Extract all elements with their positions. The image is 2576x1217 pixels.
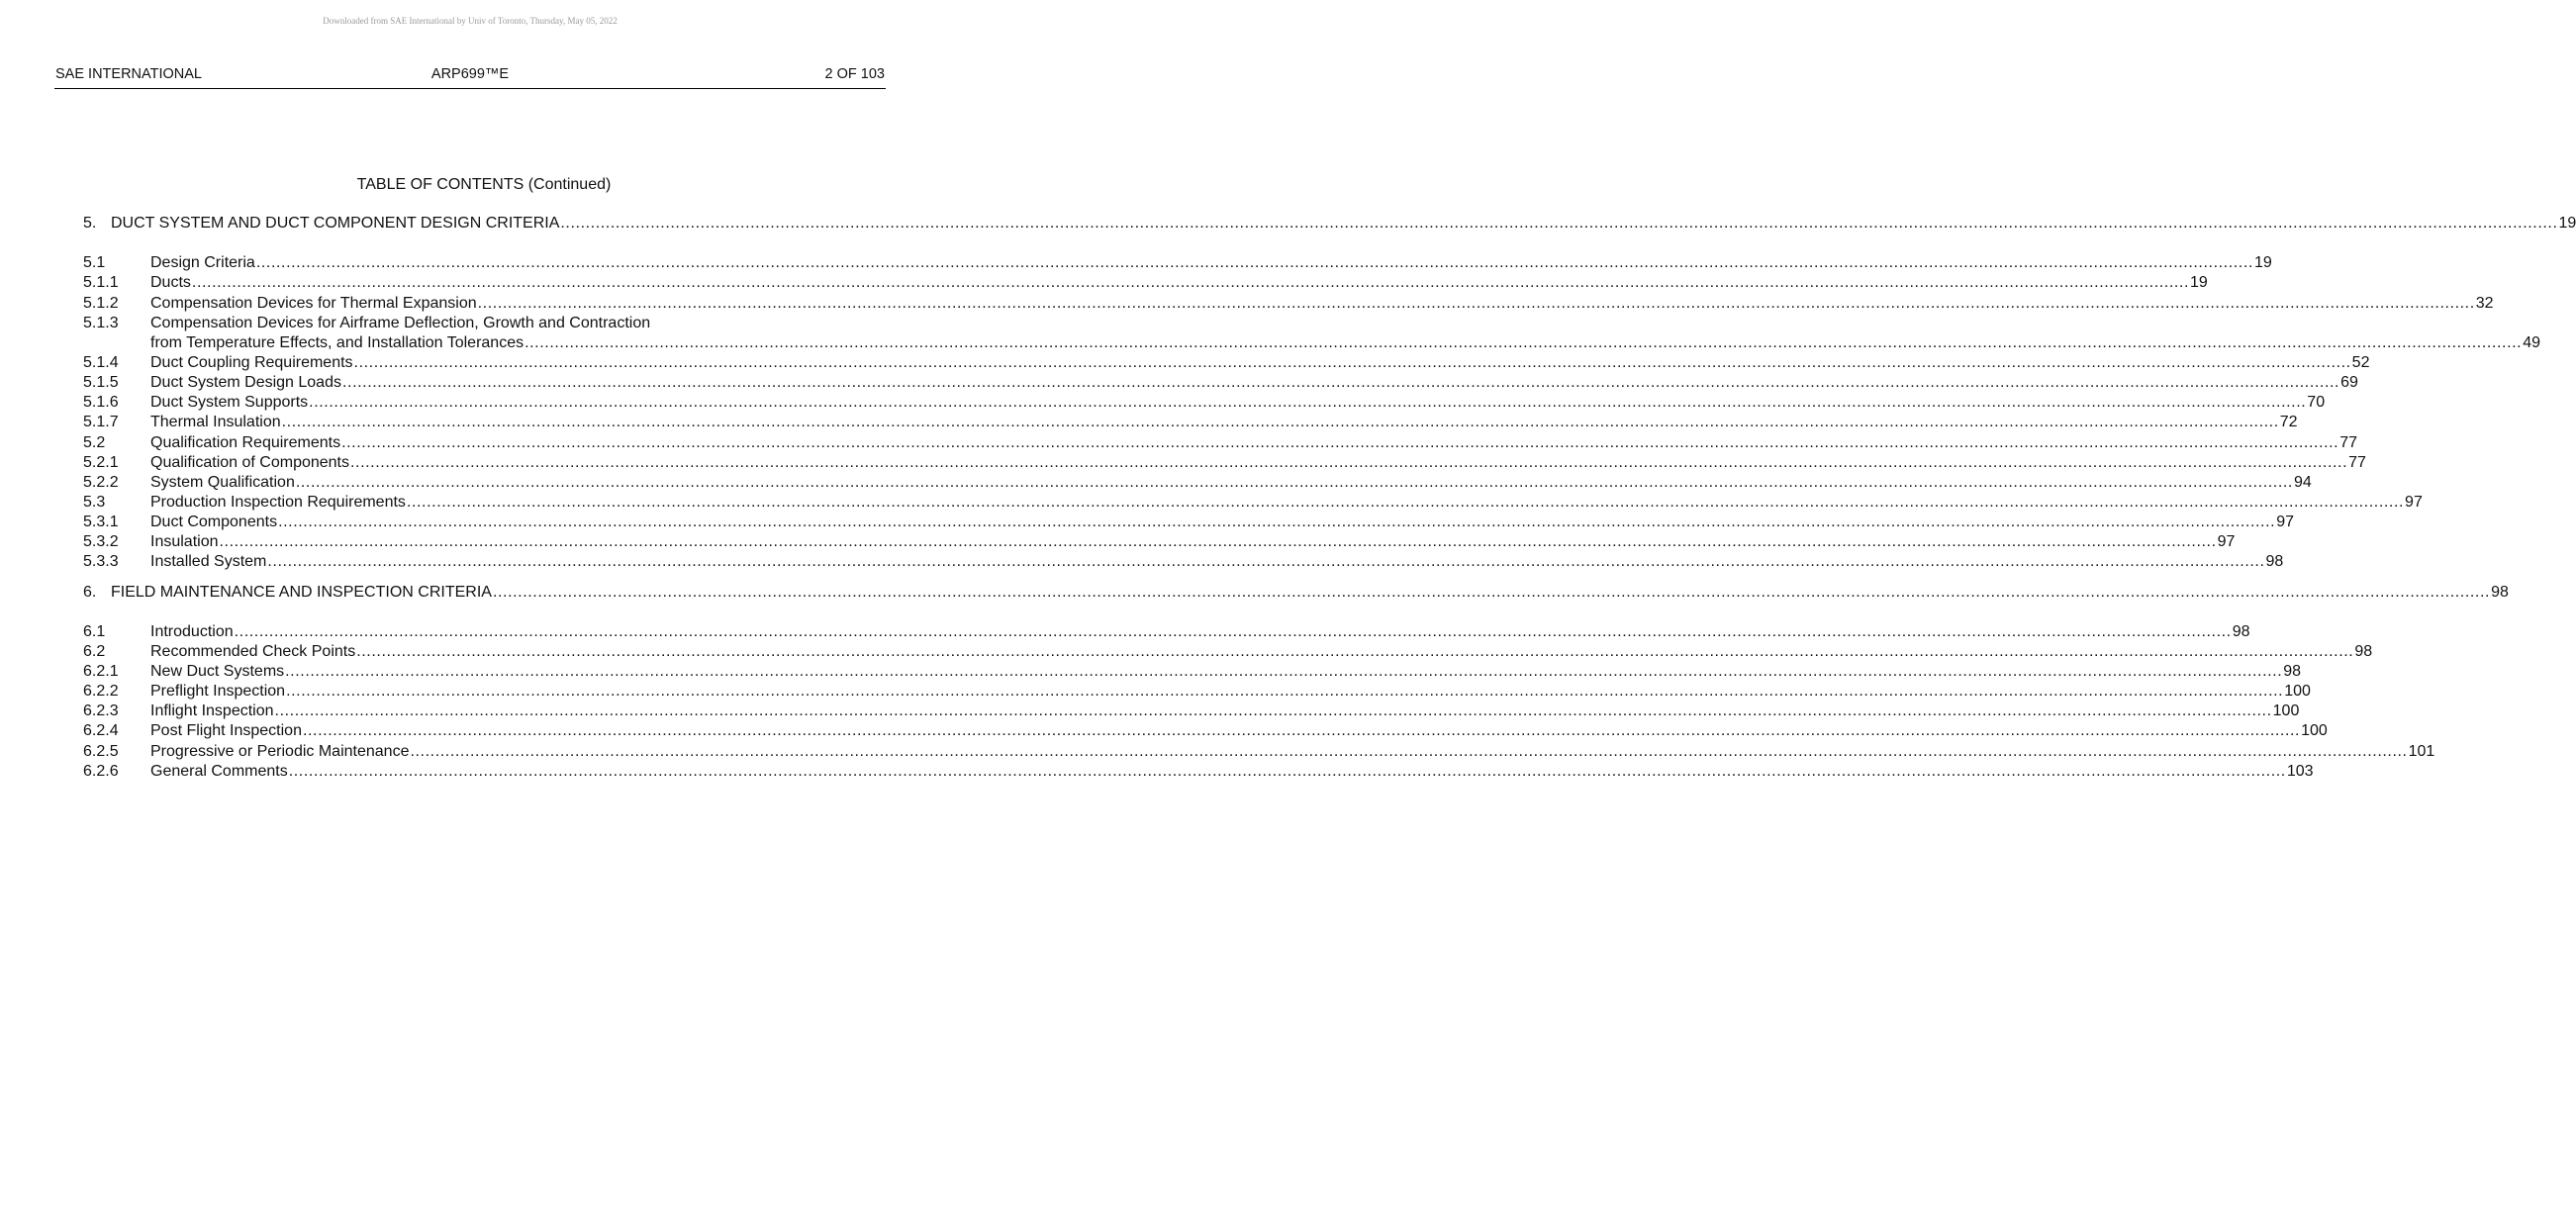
toc-entry[interactable] (83, 453, 2366, 473)
toc-entry-page: 49 (2523, 333, 2541, 351)
toc-entry-title: Qualification Requirements (150, 433, 341, 451)
page-number: 2 OF 103 (824, 66, 885, 82)
toc-entry-title: from Temperature Effects, and Installation Tolerances (150, 333, 525, 351)
toc-entry-page: 98 (2354, 642, 2373, 660)
toc-entry-number: 5.1.3 (83, 314, 119, 331)
toc-entry-page: 72 (2279, 414, 2298, 431)
toc-entry-number: 5.3.2 (83, 533, 119, 551)
toc-entry-number: 5.2.2 (83, 473, 119, 491)
toc-entry-page: 32 (2475, 294, 2494, 312)
toc-entry-page: 19 (2190, 274, 2208, 292)
page-header (54, 66, 886, 89)
publisher-name: SAE INTERNATIONAL (55, 66, 202, 82)
toc-entry-number: 6.2 (83, 642, 106, 660)
toc-entry[interactable] (83, 333, 2541, 353)
toc-leader-dots: ................................................................................................................................................................................................................................................................................................................................................................................................................ (255, 254, 2253, 272)
toc-entry-number: 5.1.2 (83, 294, 119, 312)
toc-entry[interactable] (83, 662, 2302, 682)
toc-entry-page: 101 (2408, 742, 2435, 760)
toc-entry-title: Post Flight Inspection (150, 722, 302, 740)
toc-entry-number: 5.1.6 (83, 394, 119, 412)
toc-entry-number: 5.1.5 (83, 374, 119, 392)
toc-entry-number: 5.1 (83, 254, 106, 272)
toc-section-entry[interactable] (83, 582, 2509, 602)
toc-entry-page: 19 (2253, 254, 2272, 272)
toc-entry-title: Inflight Inspection (150, 702, 274, 720)
toc-entry[interactable] (83, 314, 855, 333)
toc-title: TABLE OF CONTENTS (Continued) (356, 176, 612, 193)
toc-entry-page: 98 (2283, 662, 2302, 680)
toc-leader-dots: ................................................................................................................................................................................................................................................................................................................................................................................................................ (219, 533, 2217, 551)
toc-entry-title: FIELD MAINTENANCE AND INSPECTION CRITERIA (111, 583, 492, 601)
toc-entry-number: 5.2 (83, 433, 106, 451)
toc-entry[interactable] (83, 552, 2284, 572)
toc-entry-number: 5.3 (83, 493, 106, 511)
toc-entry-title: Duct Components (150, 514, 278, 531)
toc-entry-page: 77 (2348, 453, 2366, 471)
toc-entry-page: 77 (2339, 433, 2358, 451)
toc-entry-title: Installed System (150, 553, 267, 571)
toc-entry[interactable] (83, 741, 2435, 761)
toc-entry-title: Qualification of Components (150, 453, 349, 471)
toc-leader-dots: ................................................................................................................................................................................................................................................................................................................................................................................................................ (341, 374, 2340, 392)
toc-leader-dots: ................................................................................................................................................................................................................................................................................................................................................................................................................ (295, 473, 2293, 491)
toc-entry-page: 70 (2307, 394, 2326, 412)
toc-entry-title: Compensation Devices for Airframe Deflection, Growth and Contraction (150, 314, 651, 331)
toc-leader-dots: ................................................................................................................................................................................................................................................................................................................................................................................................................ (341, 433, 2339, 451)
toc-entry[interactable] (83, 373, 2358, 393)
toc-entry-number: 6.2.1 (83, 662, 119, 680)
toc-leader-dots: ................................................................................................................................................................................................................................................................................................................................................................................................................ (234, 622, 2232, 640)
toc-entry-title: Duct System Design Loads (150, 374, 341, 392)
toc-entry-number: 6.2.2 (83, 683, 119, 701)
toc-entry-number: 5.1.4 (83, 353, 119, 371)
toc-leader-dots: ................................................................................................................................................................................................................................................................................................................................................................................................................ (406, 493, 2405, 511)
toc-entry-number: 5.1.1 (83, 274, 119, 292)
toc-entry[interactable] (83, 721, 2328, 741)
toc-leader-dots: ................................................................................................................................................................................................................................................................................................................................................................................................................ (281, 414, 2279, 431)
toc-entry-page: 52 (2351, 353, 2370, 371)
toc-leader-dots: ................................................................................................................................................................................................................................................................................................................................................................................................................ (477, 294, 2475, 312)
toc-entry-page: 98 (2232, 622, 2250, 640)
toc-leader-dots: ................................................................................................................................................................................................................................................................................................................................................................................................................ (267, 553, 2265, 571)
toc-entry-page: 100 (2301, 722, 2328, 740)
toc-entry-title: General Comments (150, 762, 288, 780)
toc-section-entry[interactable] (83, 214, 2576, 234)
toc-entry-page: 103 (2286, 762, 2314, 780)
toc-entry-page: 98 (2491, 583, 2509, 601)
toc-entry-title: Ducts (150, 274, 191, 292)
toc-entry-title: Production Inspection Requirements (150, 493, 406, 511)
toc-entry[interactable] (83, 493, 2423, 513)
toc-entry-number: 6.2.4 (83, 722, 119, 740)
toc-leader-dots: ................................................................................................................................................................................................................................................................................................................................................................................................................ (353, 353, 2351, 371)
toc-entry[interactable] (83, 762, 2314, 782)
toc-leader-dots: ................................................................................................................................................................................................................................................................................................................................................................................................................ (302, 722, 2301, 740)
toc-entry-number: 5.1.7 (83, 414, 119, 431)
toc-leader-dots: ................................................................................................................................................................................................................................................................................................................................................................................................................ (525, 333, 2523, 351)
toc-entry[interactable] (83, 432, 2358, 452)
toc-entry-title: Duct Coupling Requirements (150, 353, 353, 371)
toc-entry[interactable] (83, 273, 2208, 293)
toc-leader-dots: ................................................................................................................................................................................................................................................................................................................................................................................................................ (286, 683, 2284, 701)
toc-leader-dots: ................................................................................................................................................................................................................................................................................................................................................................................................................ (285, 662, 2283, 680)
toc-leader-dots: ................................................................................................................................................................................................................................................................................................................................................................................................................ (288, 762, 2286, 780)
download-watermark: Downloaded from SAE International by Univ of Toronto, Thursday, May 05, 2022 (323, 16, 618, 26)
toc-entry[interactable] (83, 513, 2294, 532)
toc-entry-number: 5.3.1 (83, 514, 119, 531)
toc-leader-dots: ................................................................................................................................................................................................................................................................................................................................................................................................................ (274, 702, 2272, 720)
toc-entry[interactable] (83, 393, 2326, 413)
toc-entry-page: 97 (2405, 493, 2423, 511)
toc-entry-page: 100 (2284, 683, 2311, 701)
toc-entry-number: 5.3.3 (83, 553, 119, 571)
toc-entry-page: 97 (2217, 533, 2236, 551)
toc-entry[interactable] (83, 702, 2300, 721)
toc-entry-number: 6. (83, 583, 97, 601)
toc-entry-page: 69 (2340, 374, 2358, 392)
toc-entry[interactable] (83, 532, 2236, 552)
toc-entry-title: Preflight Inspection (150, 683, 286, 701)
toc-entry-title: Introduction (150, 622, 234, 640)
toc-entry-number: 6.2.5 (83, 742, 119, 760)
toc-entry-page: 98 (2265, 553, 2284, 571)
toc-entry-title: DUCT SYSTEM AND DUCT COMPONENT DESIGN CRITERIA (111, 215, 560, 233)
toc-entry-number: 6.2.6 (83, 762, 119, 780)
toc-entry[interactable] (83, 353, 2370, 373)
toc-entry-title: Duct System Supports (150, 394, 309, 412)
toc-entry-page: 100 (2272, 702, 2300, 720)
toc-leader-dots: ................................................................................................................................................................................................................................................................................................................................................................................................................ (350, 453, 2348, 471)
toc-entry-number: 6.1 (83, 622, 106, 640)
toc-entry-title: Insulation (150, 533, 219, 551)
toc-entry-page: 97 (2276, 514, 2294, 531)
toc-entry-title: Compensation Devices for Thermal Expansion (150, 294, 477, 312)
toc-entry[interactable] (83, 473, 2312, 493)
document-id: ARP699™E (430, 66, 510, 82)
toc-entry[interactable] (83, 413, 2298, 432)
toc-entry[interactable] (83, 293, 2494, 313)
toc-entry-number: 5.2.1 (83, 453, 119, 471)
toc-entry-page: 19 (2558, 215, 2576, 233)
toc-entry-page: 94 (2293, 473, 2312, 491)
toc-entry[interactable] (83, 622, 2250, 642)
toc-entry-title: System Qualification (150, 473, 295, 491)
toc-entry[interactable] (83, 253, 2272, 273)
toc-entry-title: Recommended Check Points (150, 642, 356, 660)
table-of-contents (83, 214, 2576, 782)
toc-entry-number: 5. (83, 215, 97, 233)
toc-leader-dots: ................................................................................................................................................................................................................................................................................................................................................................................................................ (309, 394, 2307, 412)
toc-leader-dots: ................................................................................................................................................................................................................................................................................................................................................................................................................ (492, 583, 2491, 601)
toc-entry[interactable] (83, 682, 2311, 702)
toc-entry-title: Thermal Insulation (150, 414, 281, 431)
toc-entry-number: 6.2.3 (83, 702, 119, 720)
toc-entry-title: Progressive or Periodic Maintenance (150, 742, 410, 760)
toc-leader-dots: ................................................................................................................................................................................................................................................................................................................................................................................................................ (191, 274, 2190, 292)
toc-entry[interactable] (83, 642, 2373, 662)
toc-entry-title: New Duct Systems (150, 662, 285, 680)
toc-leader-dots: ................................................................................................................................................................................................................................................................................................................................................................................................................ (356, 642, 2354, 660)
toc-entry-title: Design Criteria (150, 254, 255, 272)
toc-leader-dots: ................................................................................................................................................................................................................................................................................................................................................................................................................ (560, 215, 2558, 233)
toc-leader-dots: ................................................................................................................................................................................................................................................................................................................................................................................................................ (278, 514, 2276, 531)
toc-leader-dots: ................................................................................................................................................................................................................................................................................................................................................................................................................ (410, 742, 2408, 760)
